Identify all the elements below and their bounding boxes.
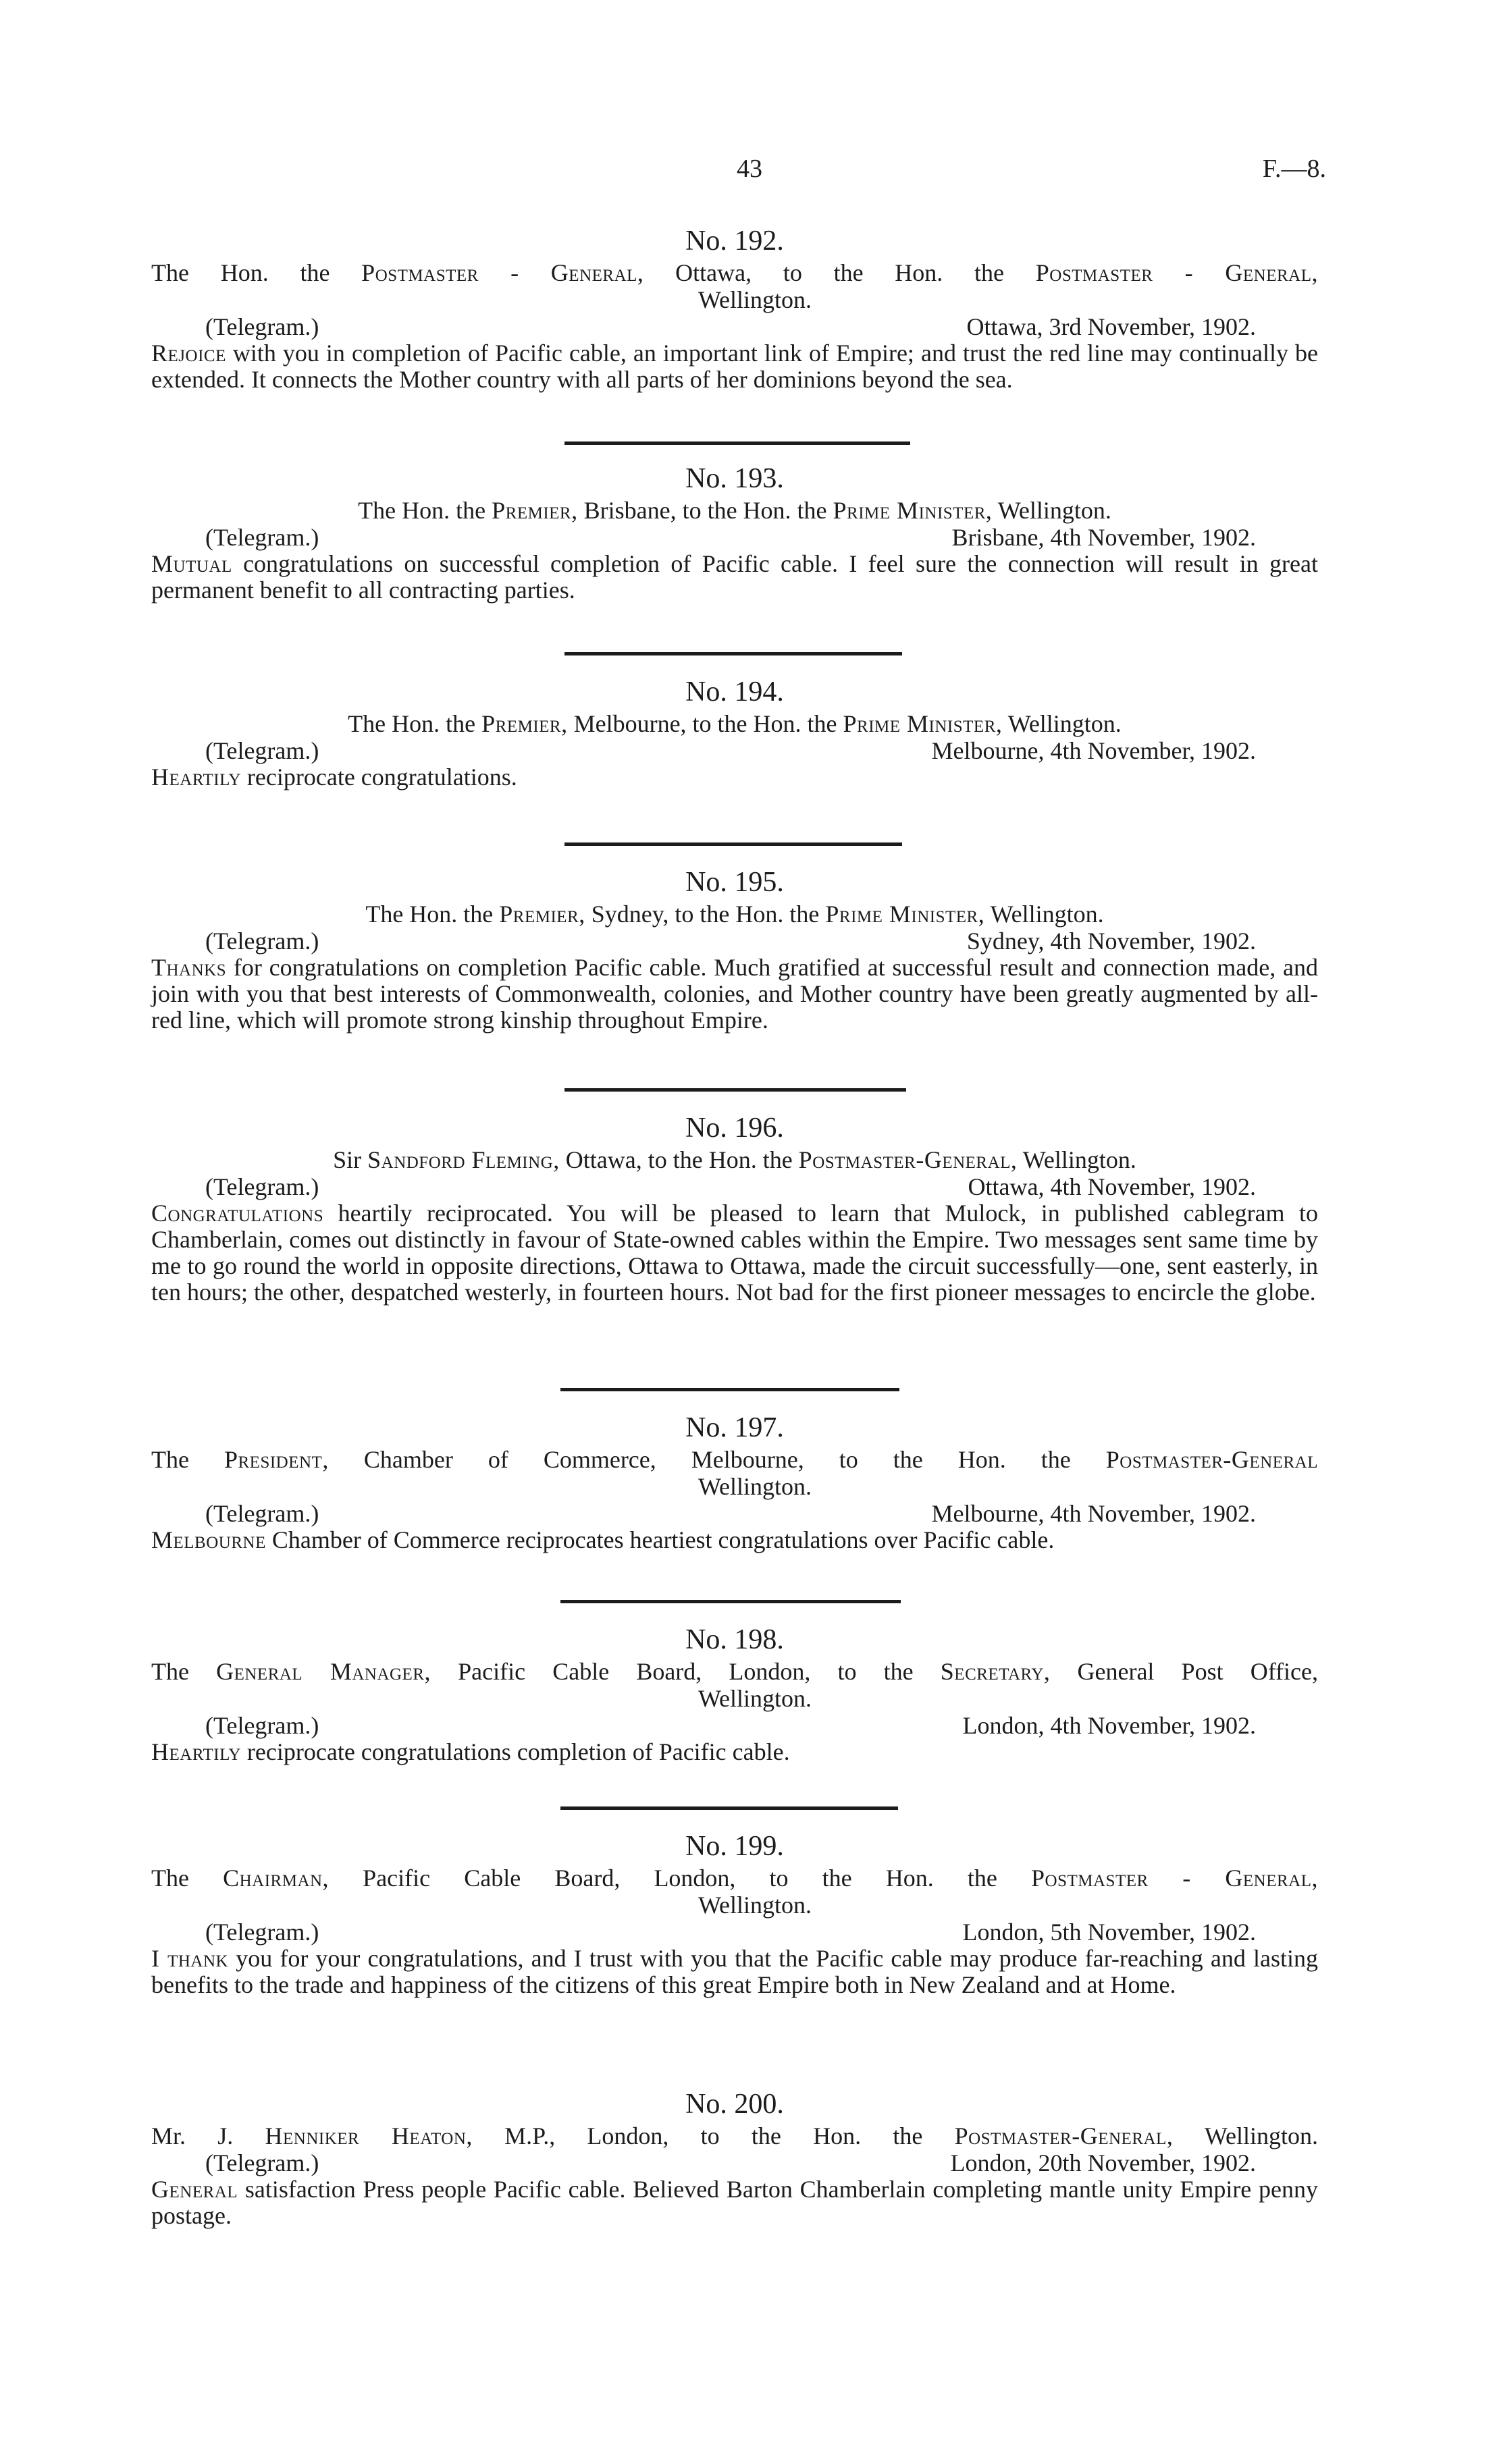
telegram-line — [151, 737, 1318, 764]
place-date: London, 4th November, 1902. — [962, 1712, 1256, 1739]
telegram-line — [151, 1919, 1318, 1946]
telegram-line — [151, 313, 1318, 340]
entry-number: No. 197. — [685, 1412, 784, 1443]
telegram-entry — [151, 674, 1318, 791]
entry-heading: The President, Chamber of Commerce, Melbourne, to the Hon. the Postmaster-General Wellington. — [151, 1446, 1318, 1500]
telegram-entry — [151, 864, 1318, 1034]
heading-continuation: Wellington. — [698, 1685, 812, 1712]
entry-heading: Mr. J. Henniker Heaton, M.P., London, to the Hon. the Postmaster-General, Wellington. — [151, 2122, 1318, 2149]
place-date: London, 20th November, 1902. — [950, 2149, 1256, 2176]
entry-body: Heartily reciprocate congratulations completion of Pacific cable. — [151, 1738, 790, 1765]
entry-heading: The Hon. the Postmaster - General, Ottawa, to the Hon. the Postmaster - General, Wellington. — [151, 259, 1318, 313]
entry-number: No. 195. — [685, 867, 784, 898]
entry-heading: The General Manager, Pacific Cable Board, London, to the Secretary, General Post Office, Wellington. — [151, 1658, 1318, 1712]
place-date: London, 5th November, 1902. — [962, 1919, 1256, 1946]
entry-number: No. 200. — [685, 2089, 784, 2120]
separator-rule — [560, 1600, 901, 1603]
entry-number: No. 194. — [685, 676, 784, 707]
telegram-label: (Telegram.) — [205, 737, 319, 764]
entry-body: Melbourne Chamber of Commerce reciprocates heartiest congratulations over Pacific cable. — [151, 1526, 1055, 1553]
telegram-entry — [151, 1110, 1318, 1306]
telegram-line — [151, 524, 1318, 551]
entry-heading: The Hon. the Premier, Brisbane, to the Hon. the Prime Minister, Wellington. — [358, 497, 1111, 524]
entry-heading: The Chairman, Pacific Cable Board, London, to the Hon. the Postmaster - General, Wellington. — [151, 1865, 1318, 1919]
telegram-label: (Telegram.) — [205, 1712, 319, 1739]
telegram-label: (Telegram.) — [205, 928, 319, 955]
telegram-label: (Telegram.) — [205, 1500, 319, 1527]
entry-body: Congratulations heartily reciprocated. You will be pleased to learn that Mulock, in published cablegram to Chamberlain, comes out distinctly in favour of State-owned cables within the Empire. Two messages sent same time by me to go round the world in opposite directions, Ottawa to Ottawa, made the circuit successfully—one, sent easterly, in ten hours; the other, despatched westerly, in fourteen hours. Not bad for the first pioneer messages to encircle the globe. — [151, 1200, 1318, 1306]
entry-body: General satisfaction Press people Pacific cable. Believed Barton Chamberlain completing mantle unity Empire penny postage. — [151, 2176, 1318, 2229]
entry-number: No. 193. — [685, 463, 784, 494]
heading-continuation: Wellington. — [698, 286, 812, 313]
entry-number: No. 192. — [685, 225, 784, 257]
telegram-entry — [151, 460, 1318, 604]
entry-number: No. 198. — [685, 1624, 784, 1655]
entry-heading: The Hon. the Premier, Melbourne, to the Hon. the Prime Minister, Wellington. — [348, 710, 1122, 737]
telegram-entry — [151, 223, 1318, 393]
telegram-line — [151, 2149, 1318, 2176]
telegram-label: (Telegram.) — [205, 1919, 319, 1946]
document-reference: F.—8. — [1262, 155, 1326, 183]
separator-rule — [560, 1388, 899, 1391]
separator-rule — [564, 1088, 906, 1092]
telegram-entry — [151, 2086, 1318, 2229]
telegram-line — [151, 1712, 1318, 1739]
telegram-label: (Telegram.) — [205, 313, 319, 340]
place-date: Brisbane, 4th November, 1902. — [951, 524, 1256, 551]
page-number: 43 — [737, 155, 762, 183]
entry-body: Rejoice with you in completion of Pacific cable, an important link of Empire; and trust the red line may continually be extended. It connects the Mother country with all parts of her dominions beyond the sea. — [151, 340, 1318, 393]
telegram-line — [151, 1500, 1318, 1527]
entry-body: Thanks for congratulations on completion Pacific cable. Much gratified at successful result and connection made, and join with you that best interests of Commonwealth, colonies, and Mother country have been greatly augmented by all-red line, which will promote strong kinship throughout Empire. — [151, 954, 1318, 1034]
heading-continuation: Wellington. — [698, 1892, 812, 1919]
telegram-entry — [151, 1622, 1318, 1765]
telegram-label: (Telegram.) — [205, 524, 319, 551]
entry-number: No. 199. — [685, 1831, 784, 1862]
place-date: Sydney, 4th November, 1902. — [966, 928, 1256, 955]
place-date: Ottawa, 3rd November, 1902. — [966, 313, 1256, 340]
telegram-line — [151, 1173, 1318, 1200]
entry-heading: The Hon. the Premier, Sydney, to the Hon. the Prime Minister, Wellington. — [365, 901, 1104, 928]
place-date: Melbourne, 4th November, 1902. — [931, 1500, 1256, 1527]
entry-body: Heartily reciprocate congratulations. — [151, 764, 517, 791]
telegram-label: (Telegram.) — [205, 2149, 319, 2176]
entry-number: No. 196. — [685, 1113, 784, 1144]
entry-body: Mutual congratulations on successful completion of Pacific cable. I feel sure the connection will result in great permanent benefit to all contracting parties. — [151, 550, 1318, 604]
telegram-entry — [151, 1828, 1318, 1998]
separator-rule — [564, 441, 910, 445]
entry-heading: Sir Sandford Fleming, Ottawa, to the Hon. the Postmaster-General, Wellington. — [333, 1146, 1136, 1173]
telegram-label: (Telegram.) — [205, 1173, 319, 1200]
separator-rule — [560, 1806, 898, 1810]
place-date: Ottawa, 4th November, 1902. — [968, 1173, 1256, 1200]
separator-rule — [564, 652, 902, 655]
entry-body: I thank you for your congratulations, and I trust with you that the Pacific cable may produce far-reaching and lasting benefits to the trade and happiness of the citizens of this great Empire both in New Zealand and at Home. — [151, 1945, 1318, 1998]
telegram-entry — [151, 1410, 1318, 1553]
place-date: Melbourne, 4th November, 1902. — [931, 737, 1256, 764]
heading-continuation: Wellington. — [698, 1473, 812, 1500]
telegram-line — [151, 928, 1318, 955]
separator-rule — [564, 842, 902, 846]
